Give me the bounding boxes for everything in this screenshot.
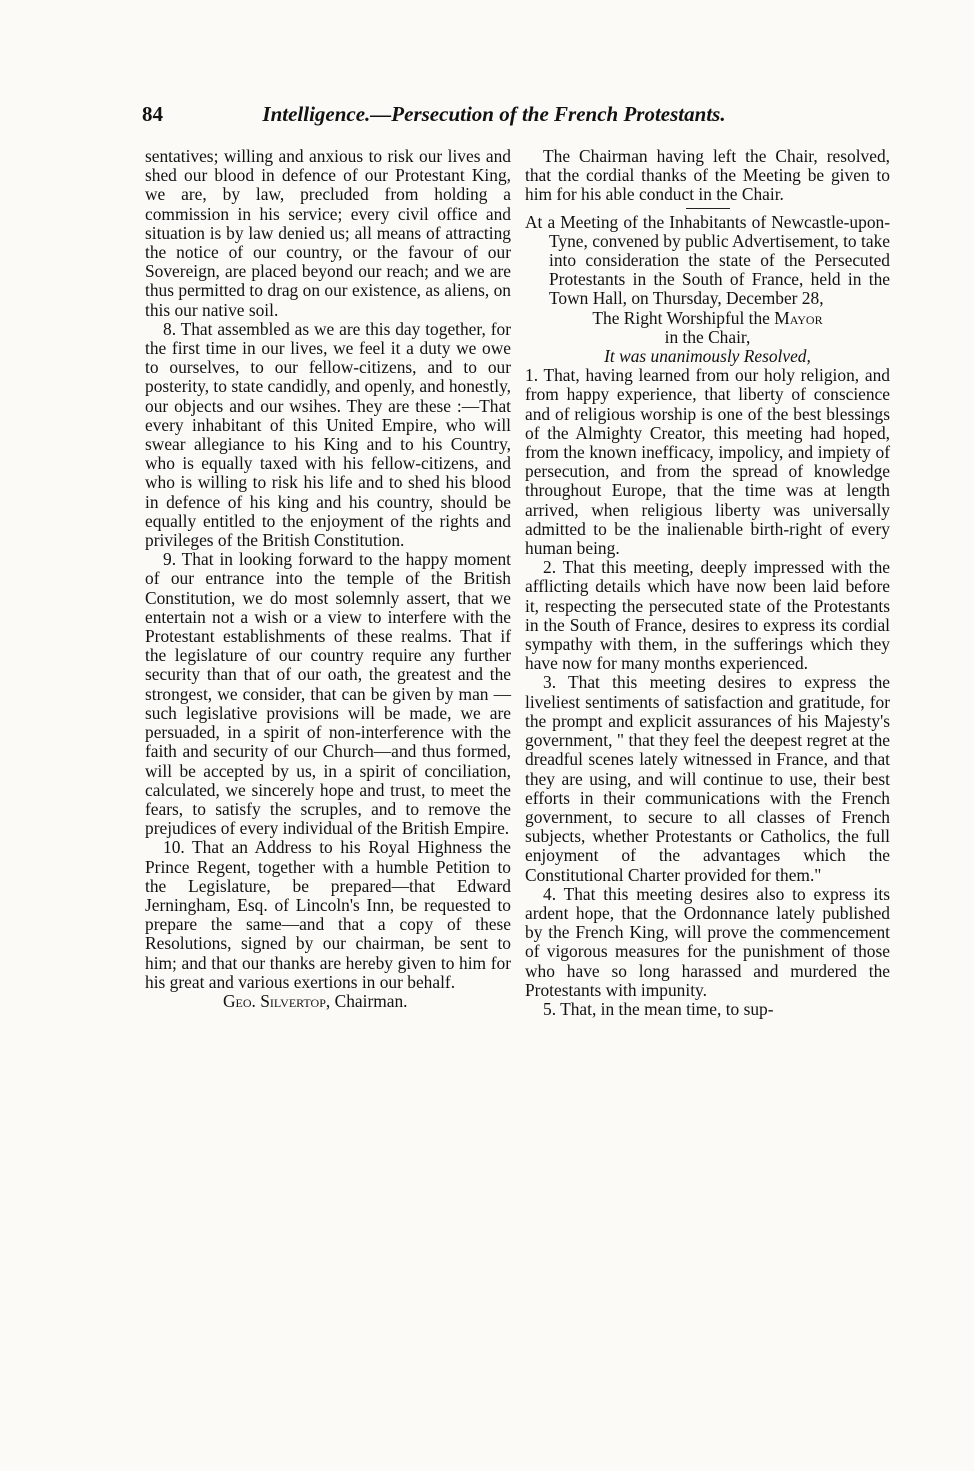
resolution-4: 4. That this meeting desires also to express its ardent hope, that the Ordonnance lately published by the French King, will prove the commencement of vigorous measures for the punishment of those who have so long harassed and murdered the Protestants with impunity. <box>525 883 890 1000</box>
mayor-line <box>525 309 890 347</box>
mayor-line-pre: The Right Worshipful the <box>592 307 770 328</box>
section-divider <box>686 208 730 209</box>
mayor-title: Mayor <box>774 307 823 328</box>
chairman-title: Chairman. <box>334 990 408 1011</box>
right-column <box>525 147 890 1019</box>
paragraph-continued: sentatives; willing and anxious to risk our lives and shed our blood in defence of our Protestant King, we are, by law, precluded from holding a commission in his service; every civil office and situation is by law denied us; all means of attracting the notice of our country, or the favour of our Sovereign, are placed beyond our reach; and we are thus permitted to drag on our existence, as aliens, on this our native soil. <box>145 146 511 320</box>
resolution-1: 1. That, having learned from our holy religion, and from happy experience, that liberty of conscience and of religious worship is one of the best blessings of the Almighty Creator, this meeting had hoped, from the known inefficacy, impolicy, and impiety of persecution, and from the spread of knowledge throughout Europe, that the time was at length arrived, when religious liberty was universally admitted to be the inalienable birth-right of every human being. <box>525 365 890 559</box>
meeting-intro: At a Meeting of the Inhabitants of Newcastle-upon-Tyne, convened by public Advertisement, to take into consideration the state of the Persecuted Protestants in the South of France, held in the Town Hall, on Thursday, December 28, <box>525 211 890 309</box>
page-header <box>142 102 792 142</box>
chair-thanks: The Chairman having left the Chair, resolved, that the cordial thanks of the Meeting be given to him for his able conduct in the Chair. <box>525 146 890 205</box>
resolution-8: 8. That assembled as we are this day together, for the first time in our lives, we feel it a duty we owe to ourselves, to our fellow-citizens, and to our posterity, to state candidly, and openly, and honestly, our objects and our wsihes. They are these :—That every inhabitant of this United Empire, who will swear allegiance to his King and to his Country, who is equally taxed with his fellow-citizens, and who is willing to risk his life and to shed his blood in defence of his king and his country, should be equally entitled to the enjoyment of the rights and privileges of the British Constitution. <box>145 318 511 551</box>
signature <box>145 992 511 1011</box>
mayor-line-post: in the Chair, <box>664 326 751 347</box>
resolution-9: 9. That in looking forward to the happy moment of our entrance into the temple of the British Constitution, we do most solemnly assert, that we entertain not a wish or a view to interfere with the Protestant establishments of these realms. That if the legislature of our country require any further security than that of our oath, the greatest and the strongest, we consider, that can be given by man —such legislative provisions will be made, we are persuaded, in a spirit of non-interference with the faith and security of our Church—and thus formed, will be accepted by us, in a spirit of conciliation, calculated, we sincerely hope and trust, to meet the fears, to satisfy the scruples, and to remove the prejudices of every individual of the British Empire. <box>145 549 511 839</box>
running-head: Intelligence.—Persecution of the French Protestants. <box>262 102 726 126</box>
page-number: 84 <box>142 102 163 126</box>
resolution-3: 3. That this meeting desires to express the liveliest sentiments of satisfaction and gratitude, for the prompt and explicit assurances of his Majesty's government, " that they feel the deepest regret at the dreadful scenes lately witnessed in France, and that they are using, and will continue to use, their best efforts in their communications with the French government, to secure to all classes of French subjects, whether Protestants or Catholics, the full enjoyment of the advantages which the Constitutional Charter provided for them." <box>525 672 890 885</box>
left-column <box>145 147 511 1011</box>
resolution-10: 10. That an Address to his Royal Highness the Prince Regent, together with a humble Petition to the Legislature, be prepared—that Edward Jerningham, Esq. of Lincoln's Inn, be requested to prepare the same—and that a copy of these Resolutions, signed by our chairman, be sent to him; and that our thanks are hereby given to him for his great and various exertions in our behalf. <box>145 837 511 992</box>
resolution-5: 5. That, in the mean time, to sup- <box>543 998 774 1019</box>
resolved-heading: It was unanimously Resolved, <box>604 346 811 367</box>
chairman-name: Geo. Silvertop, <box>223 990 331 1011</box>
resolution-2: 2. That this meeting, deeply impressed with the afflicting details which have now been laid before it, respecting the persecuted state of the Protestants in the South of France, desires to express its cordial sympathy with them, in the sufferings which they have now for many months experienced. <box>525 557 890 674</box>
